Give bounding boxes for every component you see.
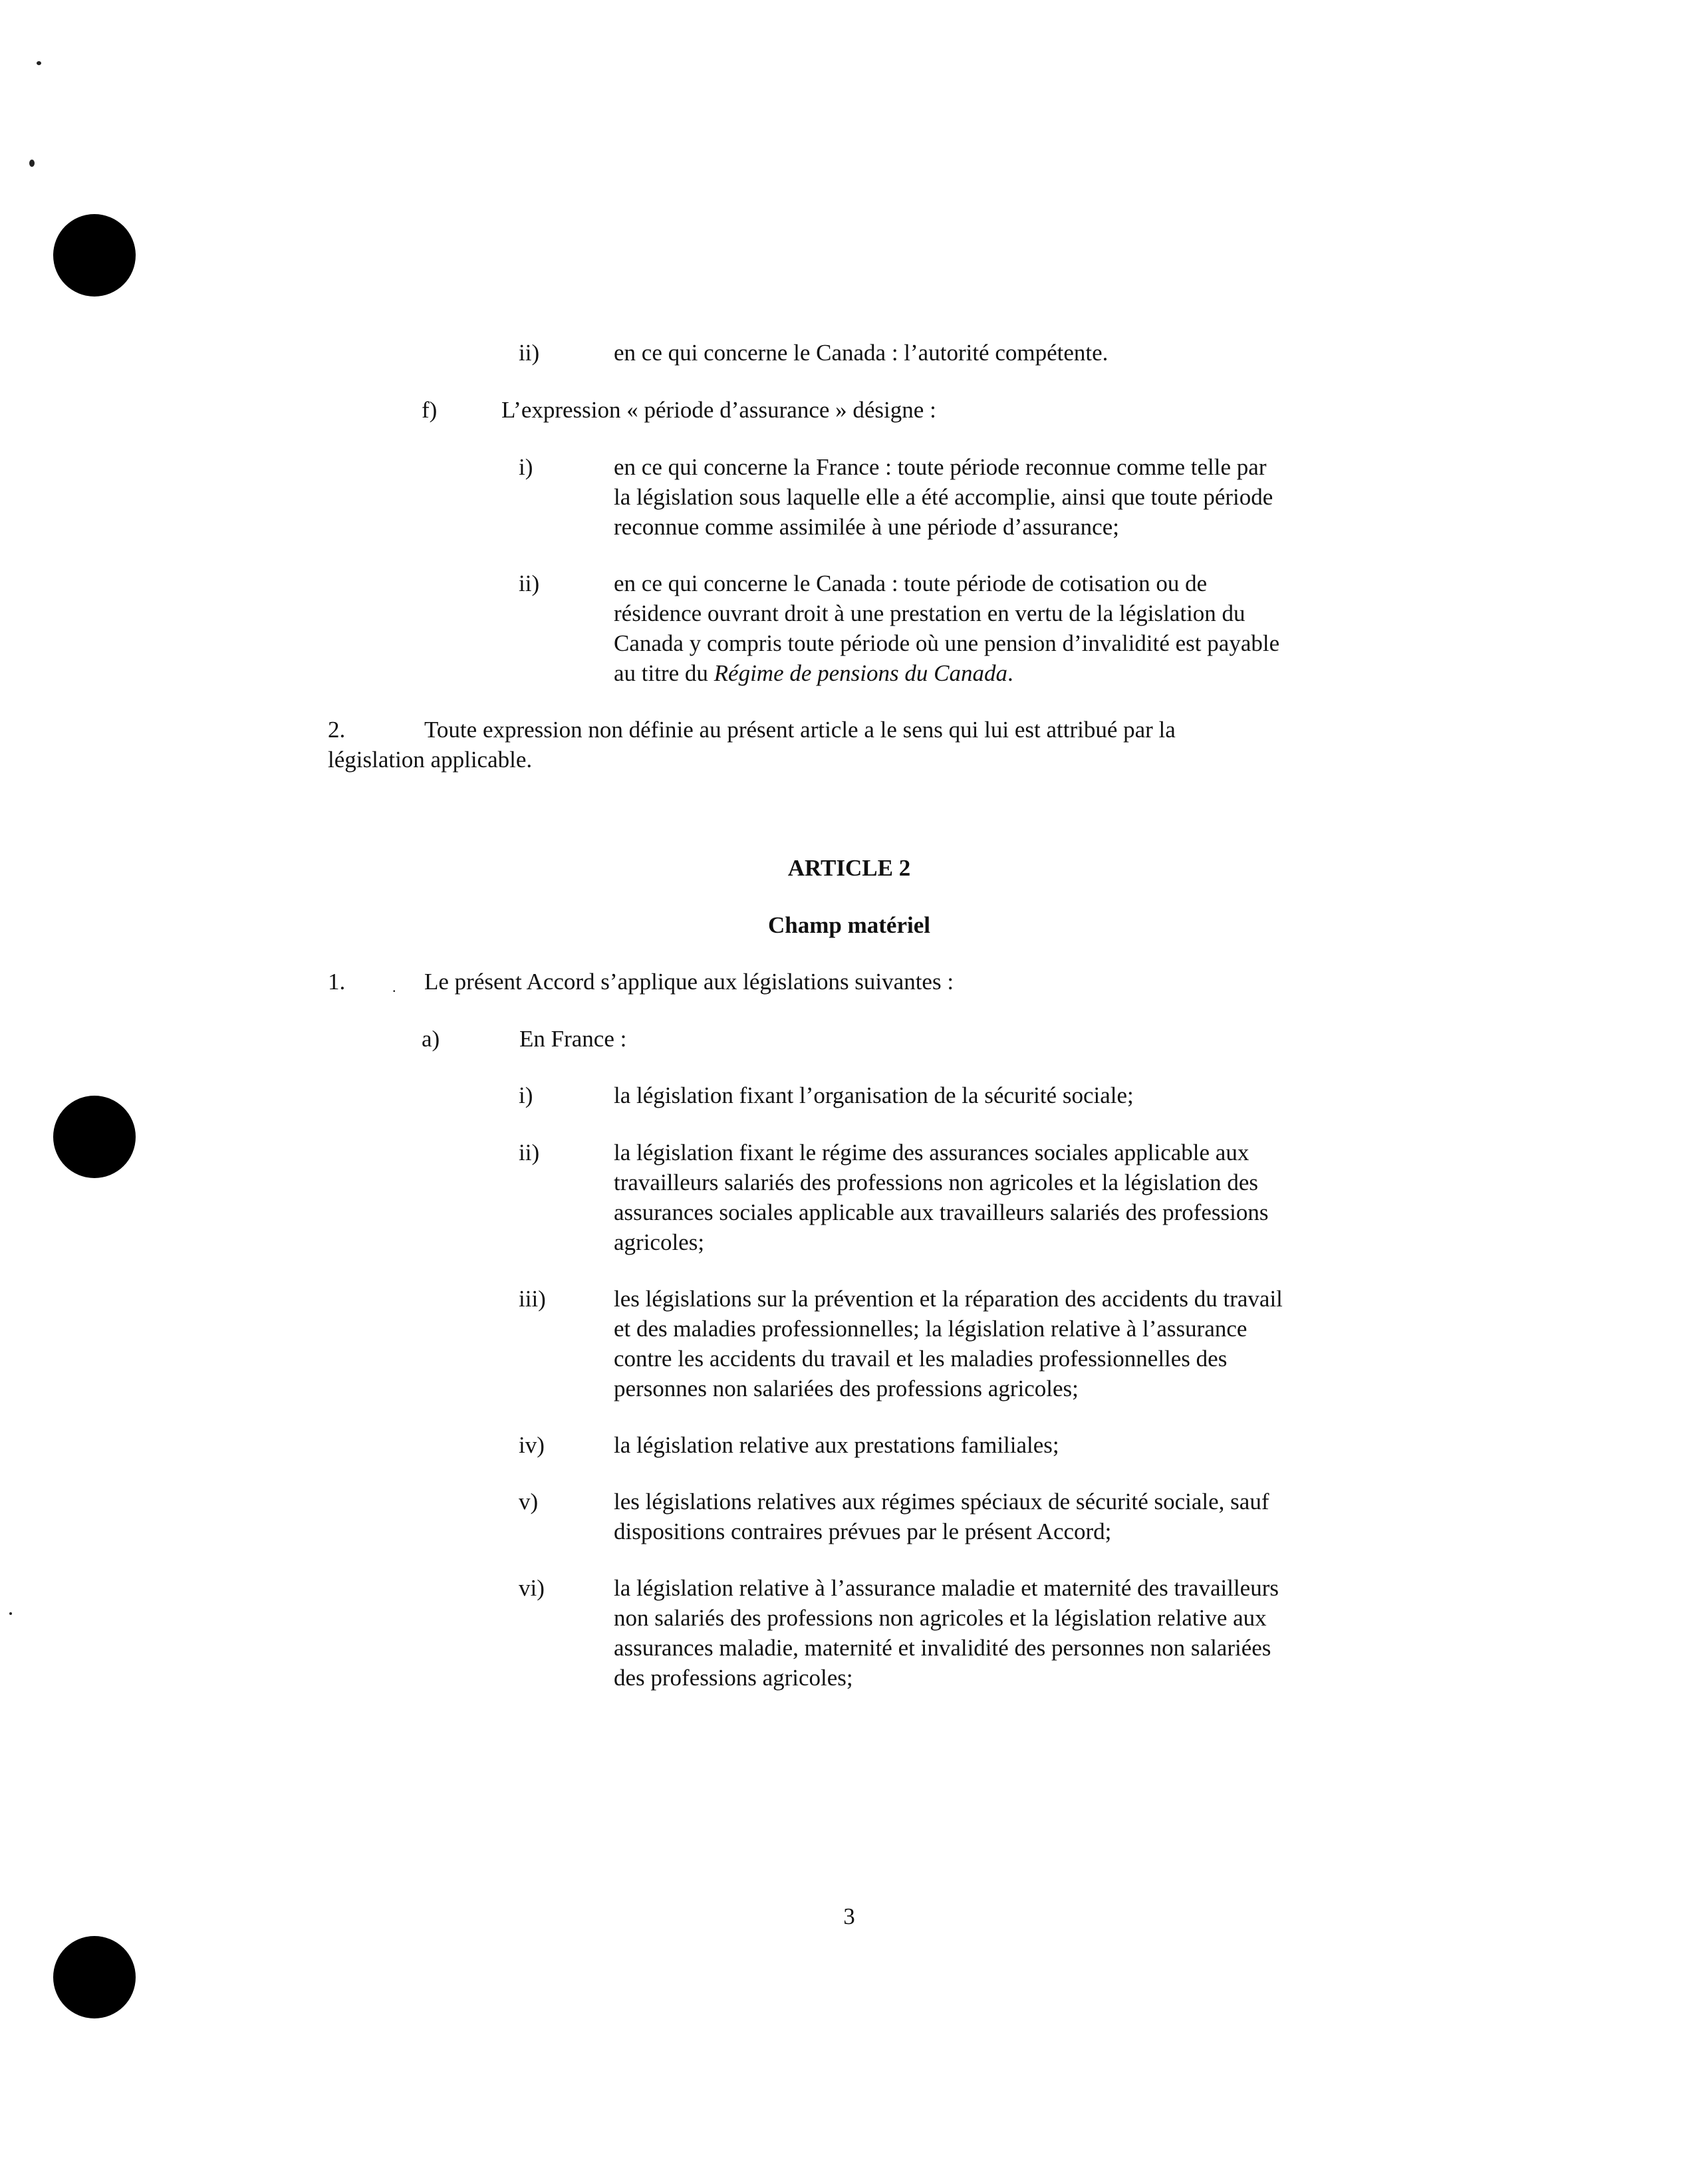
item-text: En France : xyxy=(519,1026,627,1052)
item-text-line: résidence ouvrant droit à une prestation en vertu de la législation du xyxy=(614,600,1245,626)
item-label: ii) xyxy=(519,1140,540,1165)
item-text-line: les législations sur la prévention et la réparation des accidents du travail xyxy=(614,1286,1283,1312)
item-text-line: agricoles; xyxy=(614,1229,705,1255)
line-prefix: au titre du xyxy=(614,660,714,686)
item-label: v) xyxy=(519,1489,539,1515)
scan-speck xyxy=(9,1612,12,1615)
item-text-line xyxy=(614,658,1013,688)
punch-hole-middle xyxy=(53,1096,136,1178)
item-label: a) xyxy=(422,1026,440,1052)
paragraph-number: 2. xyxy=(328,717,346,743)
item-text-line: travailleurs salariés des professions non agricoles et la législation des xyxy=(614,1169,1259,1195)
page-number: 3 xyxy=(843,1903,855,1929)
item-text-line: reconnue comme assimilée à une période d’assurance; xyxy=(614,514,1119,540)
item-text-line: la législation fixant l’organisation de la sécurité sociale; xyxy=(614,1082,1134,1108)
item-text-line: non salariés des professions non agricoles et la législation relative aux xyxy=(614,1605,1267,1631)
item-text-line: assurances maladie, maternité et invalidité des personnes non salariées xyxy=(614,1635,1271,1661)
item-text: en ce qui concerne le Canada : l’autorité compétente. xyxy=(614,340,1109,366)
scan-speck xyxy=(37,61,41,65)
item-text-line: en ce qui concerne la France : toute période reconnue comme telle par xyxy=(614,454,1267,480)
article-subtitle: Champ matériel xyxy=(768,912,930,938)
item-label: i) xyxy=(519,1082,533,1108)
item-label: ii) xyxy=(519,570,540,596)
scan-mark: . xyxy=(392,979,396,995)
item-text-line: des professions agricoles; xyxy=(614,1665,853,1691)
item-text-line: Canada y compris toute période où une pension d’invalidité est payable xyxy=(614,630,1280,656)
item-text-line: et des maladies professionnelles; la législation relative à l’assurance xyxy=(614,1316,1247,1342)
item-text-line: la législation sous laquelle elle a été accomplie, ainsi que toute période xyxy=(614,484,1273,510)
paragraph-number: 1. xyxy=(328,969,346,995)
item-label: iii) xyxy=(519,1286,546,1312)
item-text-line: en ce qui concerne le Canada : toute période de cotisation ou de xyxy=(614,570,1208,596)
punch-hole-top xyxy=(53,214,136,297)
scan-speck xyxy=(29,160,35,167)
item-text-line: contre les accidents du travail et les maladies professionnelles des xyxy=(614,1346,1228,1372)
item-label: ii) xyxy=(519,340,540,366)
article-title: ARTICLE 2 xyxy=(787,855,911,881)
punch-hole-bottom xyxy=(53,1936,136,2018)
item-label: iv) xyxy=(519,1432,545,1458)
item-text-line: assurances sociales applicable aux travailleurs salariés des professions xyxy=(614,1199,1269,1225)
line-suffix: . xyxy=(1007,660,1013,686)
item-text-line: les législations relatives aux régimes spéciaux de sécurité sociale, sauf xyxy=(614,1489,1269,1515)
item-text-line: la législation relative aux prestations familiales; xyxy=(614,1432,1059,1458)
item-text-line: personnes non salariées des professions agricoles; xyxy=(614,1376,1079,1401)
item-label: i) xyxy=(519,454,533,480)
paragraph-text-line: Toute expression non définie au présent article a le sens qui lui est attribué par la xyxy=(424,717,1176,743)
item-text-line: la législation relative à l’assurance maladie et maternité des travailleurs xyxy=(614,1575,1279,1601)
item-label: f) xyxy=(422,397,438,423)
plan-name: Régime de pensions du Canada xyxy=(714,660,1007,686)
paragraph-text-line: législation applicable. xyxy=(328,747,533,773)
item-text-line: dispositions contraires prévues par le présent Accord; xyxy=(614,1518,1112,1544)
item-text-line: la législation fixant le régime des assurances sociales applicable aux xyxy=(614,1140,1249,1165)
item-text: L’expression « période d’assurance » désigne : xyxy=(501,397,936,423)
paragraph-text: Le présent Accord s’applique aux législations suivantes : xyxy=(424,969,954,995)
item-label: vi) xyxy=(519,1575,545,1601)
